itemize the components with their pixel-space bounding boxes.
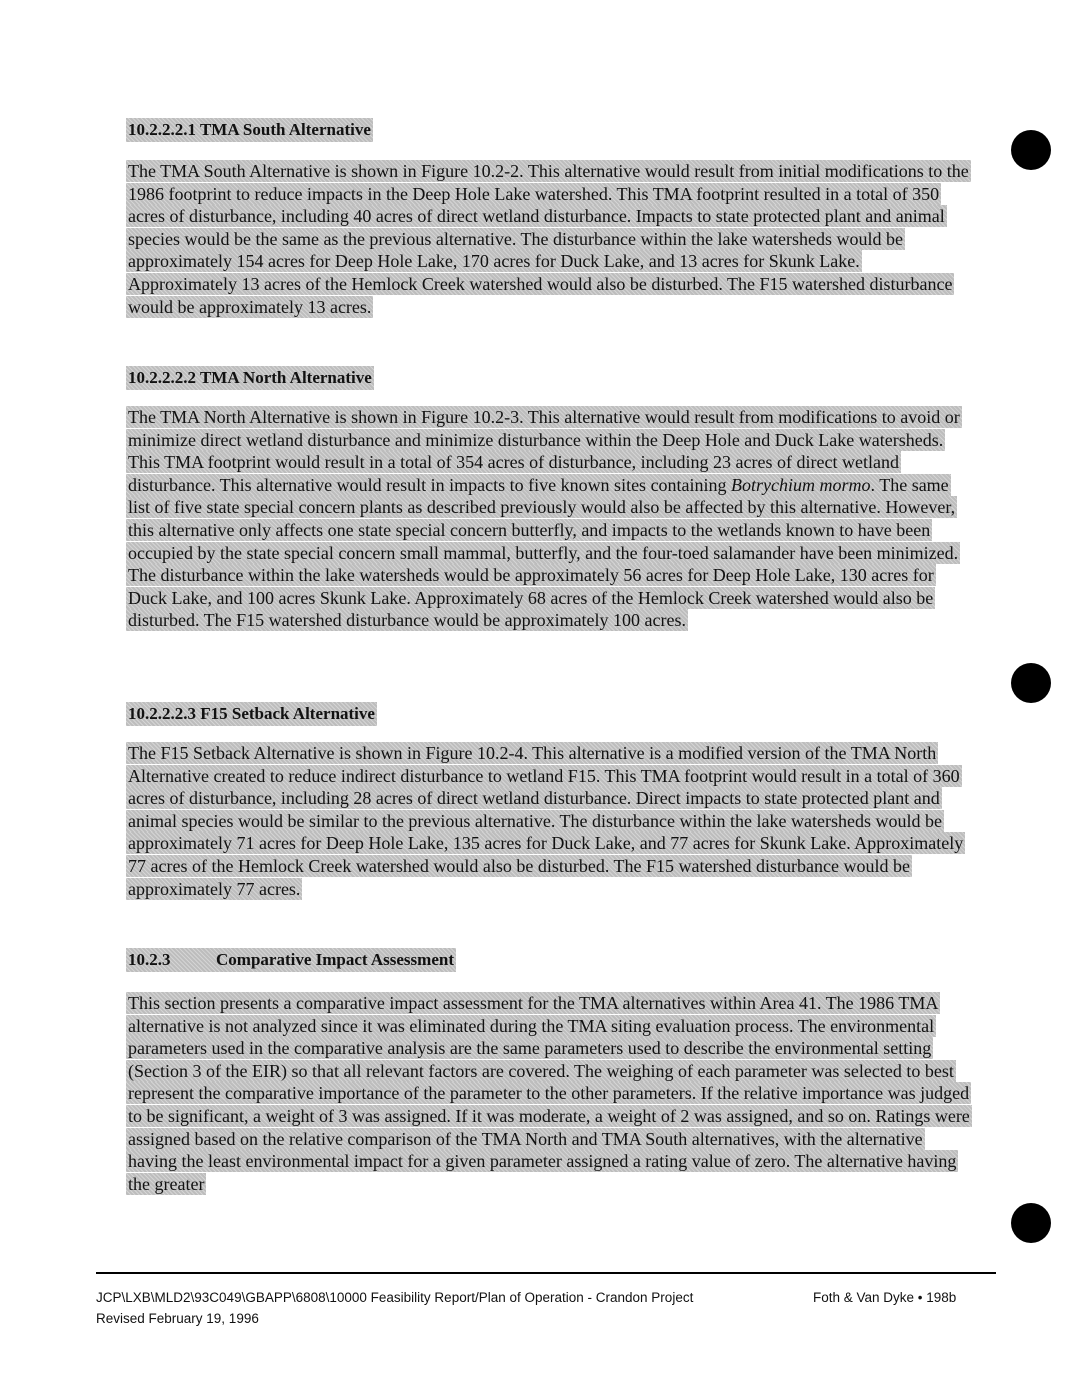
- binder-hole-middle: [1011, 663, 1051, 703]
- section-number: 10.2.3: [128, 950, 171, 969]
- section-heading-comparative-impact: [126, 948, 972, 972]
- section-title: F15 Setback Alternative: [200, 704, 375, 723]
- section-body-f15-setback: [126, 742, 972, 900]
- section-number: 10.2.2.2.1: [128, 120, 196, 139]
- section-title: TMA South Alternative: [199, 120, 371, 139]
- section-body-tma-north: [126, 406, 972, 632]
- paragraph-text: The F15 Setback Alternative is shown in Figure 10.2-4. This alternative is a modified version of the TMA North Alternative created to reduce indirect disturbance to wetland F15. This TMA footprint would result in a total of 360 acres of disturbance, including 28 acres of direct wetland disturbance. Direct impacts to state protected plant and animal species would be similar to the previous alternative. The disturbance within the lake watersheds would be approximately 71 acres for Deep Hole Lake, 135 acres for Duck Lake, and 77 acres for Skunk Lake. Approximately 77 acres of the Hemlock Creek watershed would also be disturbed. The F15 watershed disturbance would be approximately 77 acres.: [128, 743, 964, 899]
- section-title: Comparative Impact Assessment: [216, 950, 454, 969]
- footer-company-page: Foth & Van Dyke • 198b: [813, 1290, 957, 1305]
- binder-hole-top: [1011, 130, 1051, 170]
- binder-hole-bottom: [1011, 1203, 1051, 1243]
- species-name: Botrychium mormo: [731, 474, 871, 495]
- footer-revised-date: Revised February 19, 1996: [96, 1311, 259, 1326]
- section-body-comparative-impact: [126, 992, 972, 1195]
- paragraph-text: This section presents a comparative impact assessment for the TMA alternatives within Area 41. The 1986 TMA alternative is not analyzed since it was eliminated during the TMA siting evaluation process. The environmental parameters used in the comparative analysis are the same parameters used to describe the environmental setting (Section 3 of the EIR) so that all relevant factors are covered. The weighing of each parameter was selected to best represent the comparative importance of the parameter to the other parameters. If the relative importance was judged to be significant, a weight of 3 was assigned. If it was moderate, a weight of 2 was assigned, and so on. Ratings were assigned based on the relative comparison of the TMA North and TMA South alternatives, with the alternative having the least environmental impact for a given parameter assigned a rating value of zero. The alternative having the greater: [128, 993, 970, 1194]
- section-title: TMA North Alternative: [199, 368, 372, 387]
- footer-divider: [96, 1272, 996, 1274]
- section-heading-tma-south: [126, 118, 972, 142]
- section-heading-f15-setback: [126, 702, 972, 726]
- section-heading-tma-north: [126, 366, 972, 390]
- paragraph-text-part1: The TMA North Alternative is shown in Figure 10.2-3. This alternative would result from modifications to avoid or minimize direct wetland disturbance and minimize disturbance within the Deep Hole and Duck Lake watersheds. This TMA footprint would result in a total of 354 acres of disturbance, including 23 acres of direct wetland disturbance. This alternative would result in impacts to five known sites containing: [128, 407, 960, 495]
- section-number: 10.2.2.2.3: [128, 704, 196, 723]
- paragraph-text-part2: . The same list of five state special concern plants as described previously would also be affected by this alternative. However, this alternative only affects one state special concern butterfly, and impacts to the wetlands known to have been occupied by the state special concern small mammal, butterfly, and the four-toed salamander have been minimized. The disturbance within the lake watersheds would be approximately 56 acres for Deep Hole Lake, 130 acres for Duck Lake, and 100 acres Skunk Lake. Approximately 68 acres of the Hemlock Creek watershed would also be disturbed. The F15 watershed disturbance would be approximately 100 acres.: [128, 474, 959, 631]
- section-body-tma-south: [126, 160, 972, 318]
- section-number: 10.2.2.2.2: [128, 368, 196, 387]
- paragraph-text: The TMA South Alternative is shown in Figure 10.2-2. This alternative would result from initial modifications to the 1986 footprint to reduce impacts in the Deep Hole Lake watershed. This TMA footprint resulted in a total of 350 acres of disturbance, including 40 acres of direct wetland disturbance. Impacts to state protected plant and animal species would be the same as the previous alternative. The disturbance within the lake watersheds would be approximately 154 acres for Deep Hole Lake, 170 acres for Duck Lake, and 13 acres for Skunk Lake. Approximately 13 acres of the Hemlock Creek watershed would also be disturbed. The F15 watershed disturbance would be approximately 13 acres.: [128, 161, 969, 317]
- footer-file-path: JCP\LXB\MLD2\93C049\GBAPP\6808\10000 Feasibility Report/Plan of Operation - Crandon Project: [96, 1290, 694, 1305]
